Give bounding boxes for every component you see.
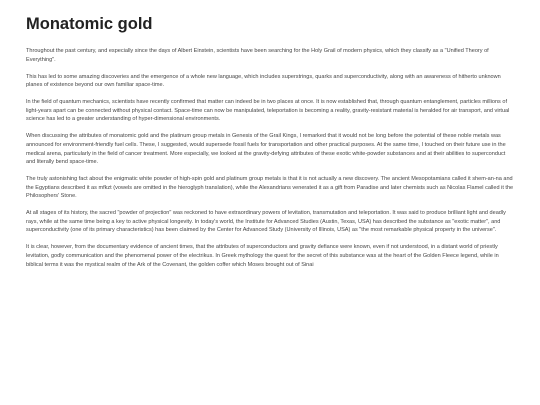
article-title: Monatomic gold bbox=[26, 15, 153, 33]
article-paragraph: The truly astonishing fact about the enigmatic white powder of high-spin gold and platinum group metals is that it is not actually a new discovery. The ancient Mesopotamians called it shem-an-na and the Egyptians described it as mfkzt (vowels are omitted in the hieroglyph translation), while the Alexandrians venerated it as a gift from Paradise and later chemists such as Nicolas Flamel called it the Philosophers' Stone. bbox=[26, 176, 514, 200]
article-paragraph: When discussing the attributes of monatomic gold and the platinum group metals in Genesis of the Grail Kings, I remarked that it would not be long before the potential of these noble metals was announced for environment-friendly fuel cells. These, I suggested, would supersede fossil fuels for transportation and other practical purposes. At the same time, I touched on their future use in the medical arena, particularly in the field of cancer treatment. More especially, we looked at the gravity-defying attributes of these exotic white-powder substances and at their abilities to superconduct and literally bend space-time. bbox=[26, 133, 506, 166]
article-paragraph: At all stages of its history, the sacred "powder of projection" was reckoned to have extraordinary powers of levitation, transmutation and teleportation. It was said to produce brilliant light and deadly rays, while at the same time being a key to active physical longevity. In today's world, the Institute for Advanced Studies (Austin, Texas, USA) has described the substance as "exotic matter", and superconductivity (one of its primary characteristics) has been claimed by the Center for Advanced Study (University of Illinois, USA) as "the most remarkable physical property in the universe". bbox=[26, 210, 506, 234]
article-body bbox=[26, 47, 516, 269]
article-paragraph: Throughout the past century, and especially since the days of Albert Einstein, scientists have been searching for the Holy Grail of modern physics, which they classify as a "Unified Theory of Everything". bbox=[26, 48, 489, 63]
article-paragraph: In the field of quantum mechanics, scientists have recently confirmed that matter can indeed be in two places at once. It is now established that, through quantum entanglement, particles millions of light-years apart can be connected without physical contact. Space-time can now be manipulated, teleportation is becoming a reality, gravity-resistant material is heralded for air transport, and virtual science has led to a greater understanding of hyper-dimensional environments. bbox=[26, 99, 510, 123]
article-paragraph: It is clear, however, from the documentary evidence of ancient times, that the attributes of superconductors and gravity defiance were known, even if not understood, in a distant world of priestly levitation, godly communication and the phenomenal power of the electrikus. In Greek mythology the quest for the secret of this substance was at the heart of the Golden Fleece legend, while in biblical terms it was the mystical realm of the Ark of the Covenant, the golden coffer which Moses brought out of Sinai bbox=[26, 244, 499, 268]
article-paragraph: This has led to some amazing discoveries and the emergence of a whole new language, which includes superstrings, quarks and superconductivity, along with an awareness of hitherto unknown planes of existence beyond our own familiar space-time. bbox=[26, 73, 501, 89]
